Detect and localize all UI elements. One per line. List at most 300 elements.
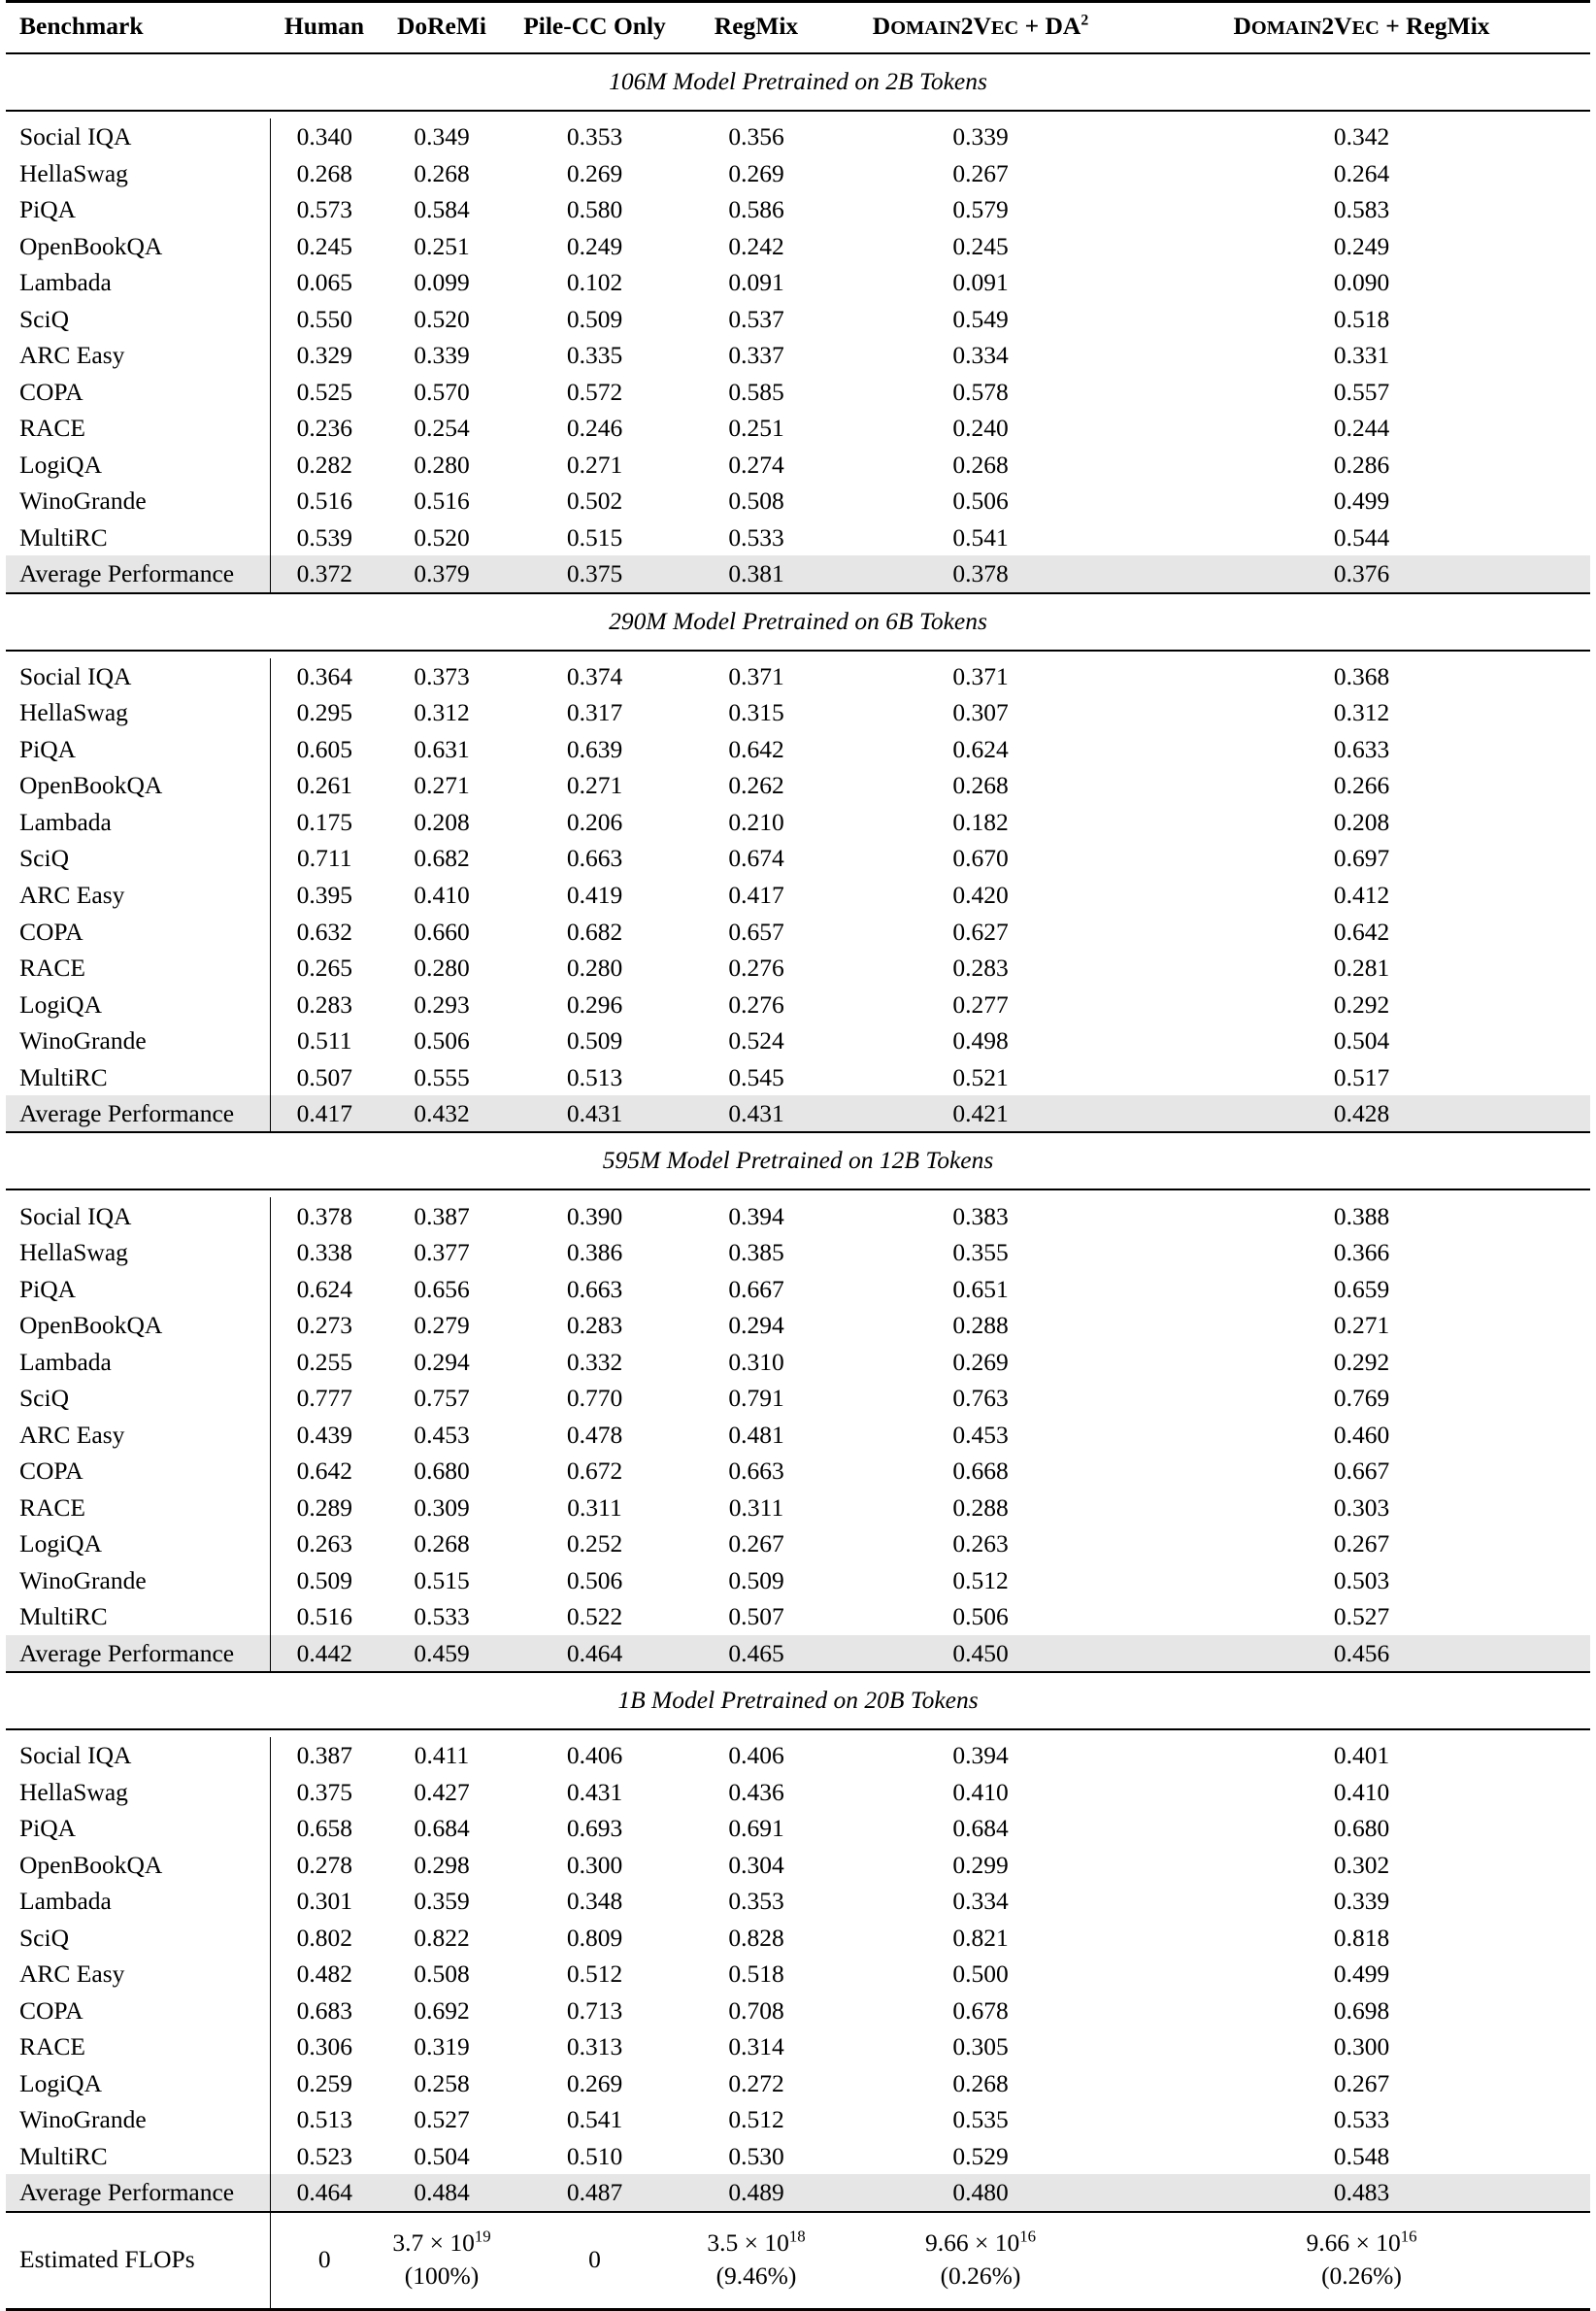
score-cell: 0.512 [828,1562,1133,1599]
score-cell: 0.303 [1133,1490,1590,1526]
table-row [6,483,1590,519]
flops-cell: $9.66 \times 10^{16}$ (0.26%) [1133,2213,1590,2310]
score-cell: 0.246 [505,410,684,447]
score-cell: 0.394 [828,1737,1133,1774]
score-cell: 0.311 [684,1490,828,1526]
score-cell: 0.663 [505,1270,684,1307]
benchmark-name-cell: PiQA [6,731,270,768]
benchmark-name-cell: PiQA [6,1810,270,1847]
score-cell: 0.533 [684,519,828,556]
score-cell: 0.683 [270,1993,379,2029]
score-cell: 0.276 [684,986,828,1022]
table-row [6,1490,1590,1526]
benchmark-name-cell: OpenBookQA [6,767,270,804]
score-cell: 0.331 [1133,337,1590,374]
score-cell: 0.310 [684,1343,828,1380]
score-cell: 0.373 [379,658,505,695]
score-cell: 0.684 [379,1810,505,1847]
score-cell: 0.378 [270,1197,379,1234]
score-cell: 0.524 [684,1022,828,1059]
score-cell: 0.659 [1133,1270,1590,1307]
benchmark-name-cell: ARC Easy [6,1956,270,1993]
score-cell: 0.586 [684,191,828,228]
score-cell: 0.401 [1133,1737,1590,1774]
score-cell: 0.507 [270,1058,379,1095]
score-cell: 0.642 [270,1453,379,1490]
flops-cell: $3.5 \times 10^{18}$ (9.46%) [684,2213,828,2310]
average-performance-label: Average Performance [6,1095,270,1133]
table-row [6,1598,1590,1635]
score-cell: 0.269 [684,155,828,192]
score-cell: 0.828 [684,1920,828,1957]
score-cell: 0.293 [379,986,505,1022]
section-caption-row [6,594,1590,651]
score-cell: 0.692 [379,1993,505,2029]
score-cell: 0.691 [684,1810,828,1847]
table-row [6,1883,1590,1920]
score-cell: 0.549 [828,301,1133,338]
score-cell: 0.268 [828,767,1133,804]
table-row [6,767,1590,804]
score-cell: 0.506 [828,1598,1133,1635]
score-cell: 0.419 [505,877,684,914]
score-cell: 0.366 [1133,1234,1590,1271]
score-cell: 0.682 [505,913,684,950]
score-cell: 0.348 [505,1883,684,1920]
spacer-row [6,112,1590,118]
score-cell: 0.478 [505,1417,684,1454]
score-cell: 0.406 [505,1737,684,1774]
table-row [6,447,1590,484]
score-cell: 0.387 [270,1737,379,1774]
score-cell: 0.342 [1133,118,1590,155]
column-header-human: Human [270,3,379,53]
score-cell: 0.312 [1133,694,1590,731]
table-row [6,950,1590,987]
score-cell: 0.395 [270,877,379,914]
score-cell: 0.509 [270,1562,379,1599]
average-score-cell: 0.483 [1133,2174,1590,2212]
score-cell: 0.268 [270,155,379,192]
benchmark-name-cell: Lambada [6,264,270,301]
average-score-cell: 0.432 [379,1095,505,1133]
average-score-cell: 0.465 [684,1635,828,1673]
score-cell: 0.242 [684,228,828,265]
score-cell: 0.292 [1133,986,1590,1022]
score-cell: 0.364 [270,658,379,695]
table-body [6,2,1590,2311]
score-cell: 0.390 [505,1197,684,1234]
score-cell: 0.387 [379,1197,505,1234]
score-cell: 0.254 [379,410,505,447]
score-cell: 0.385 [684,1234,828,1271]
average-score-cell: 0.487 [505,2174,684,2212]
score-cell: 0.304 [684,1847,828,1884]
score-cell: 0.394 [684,1197,828,1234]
score-cell: 0.516 [270,483,379,519]
score-cell: 0.698 [1133,1993,1590,2029]
score-cell: 0.271 [505,767,684,804]
column-header-domain2vec-da2: DOMAIN2VEC + $DA^2$ [828,3,1133,53]
benchmark-name-cell: WinoGrande [6,483,270,519]
score-cell: 0.353 [505,118,684,155]
score-cell: 0.693 [505,1810,684,1847]
score-cell: 0.821 [828,1920,1133,1957]
benchmark-name-cell: WinoGrande [6,2101,270,2138]
score-cell: 0.301 [270,1883,379,1920]
score-cell: 0.527 [379,2101,505,2138]
score-cell: 0.512 [505,1956,684,1993]
score-cell: 0.245 [270,228,379,265]
table-row [6,1022,1590,1059]
score-cell: 0.499 [1133,483,1590,519]
table-row [6,1453,1590,1490]
table-row [6,1307,1590,1344]
benchmark-name-cell: COPA [6,1453,270,1490]
benchmark-name-cell: PiQA [6,191,270,228]
average-score-cell: 0.464 [505,1635,684,1673]
score-cell: 0.267 [1133,1525,1590,1562]
score-cell: 0.269 [828,1343,1133,1380]
score-cell: 0.339 [828,118,1133,155]
table-row [6,840,1590,877]
benchmark-name-cell: Lambada [6,1343,270,1380]
score-cell: 0.263 [828,1525,1133,1562]
score-cell: 0.624 [828,731,1133,768]
score-cell: 0.713 [505,1993,684,2029]
table-row [6,410,1590,447]
benchmark-name-cell: Lambada [6,804,270,841]
benchmark-name-cell: MultiRC [6,1058,270,1095]
score-cell: 0.339 [379,337,505,374]
flops-cell: $3.7 \times 10^{19}$ (100%) [379,2213,505,2310]
score-cell: 0.329 [270,337,379,374]
score-cell: 0.777 [270,1380,379,1417]
score-cell: 0.317 [505,694,684,731]
score-cell: 0.411 [379,1737,505,1774]
score-cell: 0.281 [1133,950,1590,987]
table-row [6,1810,1590,1847]
score-cell: 0.280 [379,950,505,987]
score-cell: 0.684 [828,1810,1133,1847]
score-cell: 0.282 [270,447,379,484]
average-score-cell: 0.378 [828,555,1133,593]
score-cell: 0.533 [379,1598,505,1635]
score-cell: 0.431 [505,1774,684,1811]
flops-cell: 0 [505,2213,684,2310]
table-row [6,2101,1590,2138]
benchmark-name-cell: COPA [6,1993,270,2029]
table-row [6,1417,1590,1454]
score-cell: 0.658 [270,1810,379,1847]
benchmark-name-cell: MultiRC [6,1598,270,1635]
score-cell: 0.508 [684,483,828,519]
score-cell: 0.627 [828,913,1133,950]
score-cell: 0.515 [379,1562,505,1599]
score-cell: 0.264 [1133,155,1590,192]
score-cell: 0.410 [828,1774,1133,1811]
score-cell: 0.274 [684,447,828,484]
score-cell: 0.334 [828,337,1133,374]
average-score-cell: 0.379 [379,555,505,593]
average-performance-row [6,555,1590,593]
score-cell: 0.065 [270,264,379,301]
score-cell: 0.251 [379,228,505,265]
score-cell: 0.278 [270,1847,379,1884]
average-score-cell: 0.431 [684,1095,828,1133]
benchmark-name-cell: WinoGrande [6,1022,270,1059]
benchmark-name-cell: RACE [6,2028,270,2065]
score-cell: 0.660 [379,913,505,950]
score-cell: 0.482 [270,1956,379,1993]
spacer-row [6,1190,1590,1197]
score-cell: 0.091 [828,264,1133,301]
table-row [6,1197,1590,1234]
benchmark-name-cell: Social IQA [6,658,270,695]
estimated-flops-label: Estimated FLOPs [6,2213,270,2310]
score-cell: 0.261 [270,767,379,804]
score-cell: 0.332 [505,1343,684,1380]
score-cell: 0.305 [828,2028,1133,2065]
score-cell: 0.265 [270,950,379,987]
benchmark-name-cell: LogiQA [6,447,270,484]
section-caption-row [6,1133,1590,1189]
score-cell: 0.624 [270,1270,379,1307]
score-cell: 0.791 [684,1380,828,1417]
score-cell: 0.506 [828,483,1133,519]
score-cell: 0.236 [270,410,379,447]
score-cell: 0.268 [379,1525,505,1562]
score-cell: 0.313 [505,2028,684,2065]
score-cell: 0.312 [379,694,505,731]
score-cell: 0.371 [828,658,1133,695]
score-cell: 0.680 [379,1453,505,1490]
score-cell: 0.182 [828,804,1133,841]
table-row [6,1058,1590,1095]
score-cell: 0.276 [684,950,828,987]
section-caption-row [6,1673,1590,1729]
score-cell: 0.578 [828,374,1133,411]
score-cell: 0.520 [379,301,505,338]
score-cell: 0.583 [1133,191,1590,228]
table-row [6,1562,1590,1599]
score-cell: 0.822 [379,1920,505,1957]
score-cell: 0.269 [505,2065,684,2102]
section-caption: 1B Model Pretrained on 20B Tokens [6,1673,1590,1729]
score-cell: 0.427 [379,1774,505,1811]
score-cell: 0.375 [270,1774,379,1811]
table-row [6,658,1590,695]
table-row [6,118,1590,155]
score-cell: 0.245 [828,228,1133,265]
score-cell: 0.545 [684,1058,828,1095]
score-cell: 0.769 [1133,1380,1590,1417]
score-cell: 0.355 [828,1234,1133,1271]
score-cell: 0.295 [270,694,379,731]
benchmark-name-cell: RACE [6,1490,270,1526]
score-cell: 0.267 [684,1525,828,1562]
score-cell: 0.517 [1133,1058,1590,1095]
table-row [6,1270,1590,1307]
score-cell: 0.279 [379,1307,505,1344]
score-cell: 0.175 [270,804,379,841]
spacer-row [6,1730,1590,1737]
benchmark-name-cell: HellaSwag [6,155,270,192]
flops-cell: $9.66 \times 10^{16}$ (0.26%) [828,2213,1133,2310]
table-row [6,1234,1590,1271]
benchmark-name-cell: WinoGrande [6,1562,270,1599]
score-cell: 0.262 [684,767,828,804]
average-score-cell: 0.431 [505,1095,684,1133]
score-cell: 0.500 [828,1956,1133,1993]
table-row [6,2065,1590,2102]
score-cell: 0.573 [270,191,379,228]
score-cell: 0.289 [270,1490,379,1526]
score-cell: 0.504 [1133,1022,1590,1059]
average-performance-label: Average Performance [6,555,270,593]
score-cell: 0.267 [828,155,1133,192]
score-cell: 0.306 [270,2028,379,2065]
score-cell: 0.672 [505,1453,684,1490]
score-cell: 0.288 [828,1490,1133,1526]
score-cell: 0.570 [379,374,505,411]
score-cell: 0.406 [684,1737,828,1774]
average-score-cell: 0.381 [684,555,828,593]
score-cell: 0.503 [1133,1562,1590,1599]
score-cell: 0.386 [505,1234,684,1271]
column-header-regmix: RegMix [684,3,828,53]
score-cell: 0.481 [684,1417,828,1454]
score-cell: 0.300 [505,1847,684,1884]
average-score-cell: 0.489 [684,2174,828,2212]
score-cell: 0.296 [505,986,684,1022]
average-score-cell: 0.464 [270,2174,379,2212]
table-row [6,155,1590,192]
score-cell: 0.533 [1133,2101,1590,2138]
average-performance-label: Average Performance [6,2174,270,2212]
score-cell: 0.529 [828,2138,1133,2175]
section-caption-row [6,54,1590,111]
score-cell: 0.417 [684,877,828,914]
score-cell: 0.667 [1133,1453,1590,1490]
score-cell: 0.527 [1133,1598,1590,1635]
score-cell: 0.674 [684,840,828,877]
score-cell: 0.436 [684,1774,828,1811]
score-cell: 0.349 [379,118,505,155]
table-row [6,1993,1590,2029]
table-row [6,1920,1590,1957]
benchmark-name-cell: HellaSwag [6,1774,270,1811]
score-cell: 0.286 [1133,447,1590,484]
score-cell: 0.412 [1133,877,1590,914]
benchmark-results-table [6,0,1590,2311]
score-cell: 0.557 [1133,374,1590,411]
table-row [6,519,1590,556]
score-cell: 0.670 [828,840,1133,877]
score-cell: 0.255 [270,1343,379,1380]
score-cell: 0.249 [1133,228,1590,265]
score-cell: 0.518 [684,1956,828,1993]
score-cell: 0.439 [270,1417,379,1454]
score-cell: 0.757 [379,1380,505,1417]
score-cell: 0.307 [828,694,1133,731]
table-row [6,337,1590,374]
score-cell: 0.555 [379,1058,505,1095]
score-cell: 0.244 [1133,410,1590,447]
average-score-cell: 0.375 [505,555,684,593]
score-cell: 0.510 [505,2138,684,2175]
table-row [6,191,1590,228]
average-score-cell: 0.421 [828,1095,1133,1133]
score-cell: 0.513 [505,1058,684,1095]
score-cell: 0.338 [270,1234,379,1271]
average-score-cell: 0.456 [1133,1635,1590,1673]
score-cell: 0.523 [270,2138,379,2175]
score-cell: 0.498 [828,1022,1133,1059]
score-cell: 0.091 [684,264,828,301]
score-cell: 0.516 [270,1598,379,1635]
score-cell: 0.300 [1133,2028,1590,2065]
benchmark-name-cell: OpenBookQA [6,1847,270,1884]
average-score-cell: 0.376 [1133,555,1590,593]
score-cell: 0.268 [379,155,505,192]
score-cell: 0.210 [684,804,828,841]
benchmark-name-cell: MultiRC [6,519,270,556]
score-cell: 0.580 [505,191,684,228]
score-cell: 0.283 [505,1307,684,1344]
score-cell: 0.631 [379,731,505,768]
score-cell: 0.371 [684,658,828,695]
score-cell: 0.383 [828,1197,1133,1234]
score-cell: 0.520 [379,519,505,556]
benchmark-name-cell: LogiQA [6,2065,270,2102]
score-cell: 0.269 [505,155,684,192]
score-cell: 0.548 [1133,2138,1590,2175]
score-cell: 0.516 [379,483,505,519]
score-cell: 0.208 [1133,804,1590,841]
average-score-cell: 0.428 [1133,1095,1590,1133]
score-cell: 0.651 [828,1270,1133,1307]
score-cell: 0.271 [1133,1307,1590,1344]
score-cell: 0.511 [270,1022,379,1059]
column-header-doremi: DoReMi [379,3,505,53]
score-cell: 0.299 [828,1847,1133,1884]
score-cell: 0.267 [1133,2065,1590,2102]
score-cell: 0.708 [684,1993,828,2029]
column-header-benchmark: Benchmark [6,3,270,53]
table-row [6,374,1590,411]
score-cell: 0.642 [1133,913,1590,950]
score-cell: 0.537 [684,301,828,338]
score-cell: 0.102 [505,264,684,301]
score-cell: 0.515 [505,519,684,556]
section-caption: 290M Model Pretrained on 6B Tokens [6,594,1590,651]
score-cell: 0.292 [1133,1343,1590,1380]
score-cell: 0.697 [1133,840,1590,877]
score-cell: 0.541 [828,519,1133,556]
benchmark-name-cell: OpenBookQA [6,1307,270,1344]
table-row [6,2138,1590,2175]
table-header-row [6,3,1590,53]
benchmark-name-cell: SciQ [6,840,270,877]
table-row [6,877,1590,914]
score-cell: 0.678 [828,1993,1133,2029]
average-performance-row [6,1095,1590,1133]
score-cell: 0.530 [684,2138,828,2175]
benchmark-name-cell: ARC Easy [6,877,270,914]
score-cell: 0.259 [270,2065,379,2102]
column-header-pile-cc-only: Pile-CC Only [505,3,684,53]
